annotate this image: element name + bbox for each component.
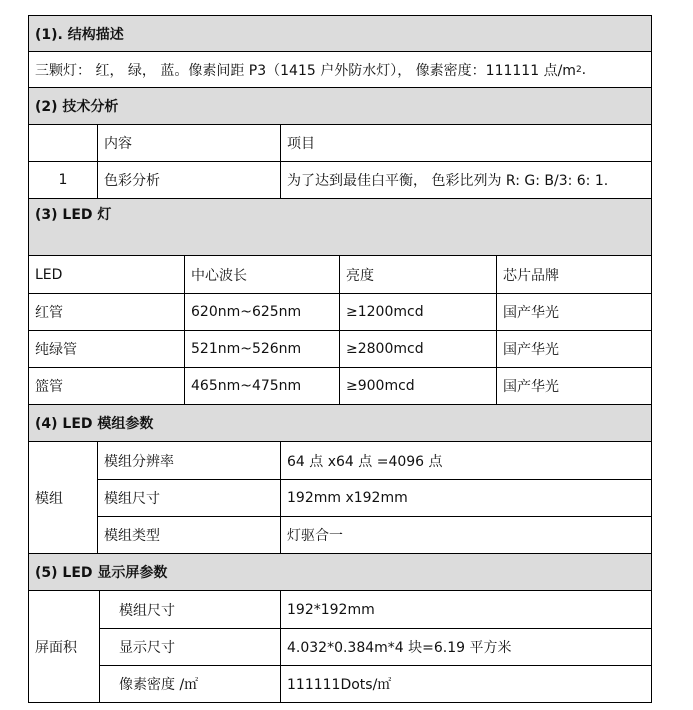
led-col-header-wavelength: 中心波长	[184, 256, 339, 293]
section-5-title: (5) LED 显示屏参数	[35, 565, 168, 581]
led-chip-brand: 国产华光	[496, 368, 651, 404]
section-3-header	[28, 198, 652, 255]
structure-description-text: 三颗灯： 红， 绿， 蓝。像素间距 P3（1415 户外防水灯）， 像素密度：111111 点/m	[35, 62, 576, 79]
module-param-value: 64 点 x64 点 =4096 点	[280, 442, 651, 479]
module-param-value: 192mm x192mm	[280, 479, 651, 516]
led-col-header-chip-brand: 芯片品牌	[496, 256, 651, 293]
led-name: 篮管	[35, 379, 63, 395]
structure-description: 三颗灯： 红， 绿， 蓝。像素间距 P3（1415 户外防水灯）， 像素密度：111111 点/m 2 .	[35, 61, 587, 79]
led-brightness: ≥2800mcd	[339, 331, 496, 367]
section-4-title: (4) LED 模组参数	[35, 416, 154, 432]
section-1-header	[28, 15, 652, 51]
led-table-row	[28, 330, 652, 367]
module-param-value: 灯驱合一	[280, 516, 651, 553]
section-2-title: (2) 技术分析	[35, 99, 119, 115]
section-3-title: (3) LED 灯	[35, 207, 112, 223]
led-brightness: ≥1200mcd	[339, 294, 496, 330]
table-bottom-border	[28, 702, 652, 703]
tech-analysis-header-row	[28, 124, 652, 161]
screen-param-label: 显示尺寸	[99, 628, 280, 665]
led-chip-brand: 国产华光	[496, 331, 651, 367]
led-brightness: ≥900mcd	[339, 368, 496, 404]
screen-param-value: 192*192mm	[280, 591, 651, 628]
screen-param-value: 111111Dots/㎡	[280, 665, 651, 702]
module-param-label: 模组类型	[97, 516, 280, 553]
led-table-header-row	[28, 255, 652, 293]
screen-group-label: 屏面积	[35, 639, 77, 656]
tech-analysis-no: 1	[58, 172, 68, 188]
section-1-title: (1). 结构描述	[35, 26, 124, 43]
module-group-label: 模组	[35, 490, 63, 507]
led-wavelength: 620nm~625nm	[184, 294, 339, 330]
led-wavelength: 465nm~475nm	[184, 368, 339, 404]
section-2-header	[28, 87, 652, 124]
tech-analysis-content: 色彩分析	[97, 162, 280, 198]
tech-analysis-item: 为了达到最佳白平衡， 色彩比列为 R: G: B/3: 6: 1.	[280, 162, 651, 198]
led-chip-brand: 国产华光	[496, 294, 651, 330]
led-col-header-led: LED	[35, 266, 63, 283]
section-5-header	[28, 553, 652, 590]
section-4-header	[28, 404, 652, 441]
module-param-label: 模组尺寸	[97, 479, 280, 516]
tech-analysis-row	[28, 161, 652, 198]
tech-analysis-item-header: 项目	[280, 125, 651, 161]
led-name: 纯绿管	[35, 342, 77, 358]
screen-param-value: 4.032*0.384m*4 块=6.19 平方米	[280, 628, 651, 665]
structure-description-end: .	[581, 61, 587, 78]
led-table-row	[28, 293, 652, 330]
led-name: 红管	[35, 305, 63, 321]
led-table-row	[28, 367, 652, 404]
screen-param-label: 像素密度 /㎡	[99, 665, 280, 702]
screen-param-label: 模组尺寸	[99, 591, 280, 628]
module-param-label: 模组分辨率	[97, 442, 280, 479]
screen-params-block	[28, 590, 652, 702]
led-col-header-brightness: 亮度	[339, 256, 496, 293]
module-params-block	[28, 441, 652, 553]
led-wavelength: 521nm~526nm	[184, 331, 339, 367]
tech-analysis-content-header: 内容	[97, 125, 280, 161]
tech-analysis-no-header	[29, 125, 97, 161]
section-1-description-row	[28, 51, 652, 87]
